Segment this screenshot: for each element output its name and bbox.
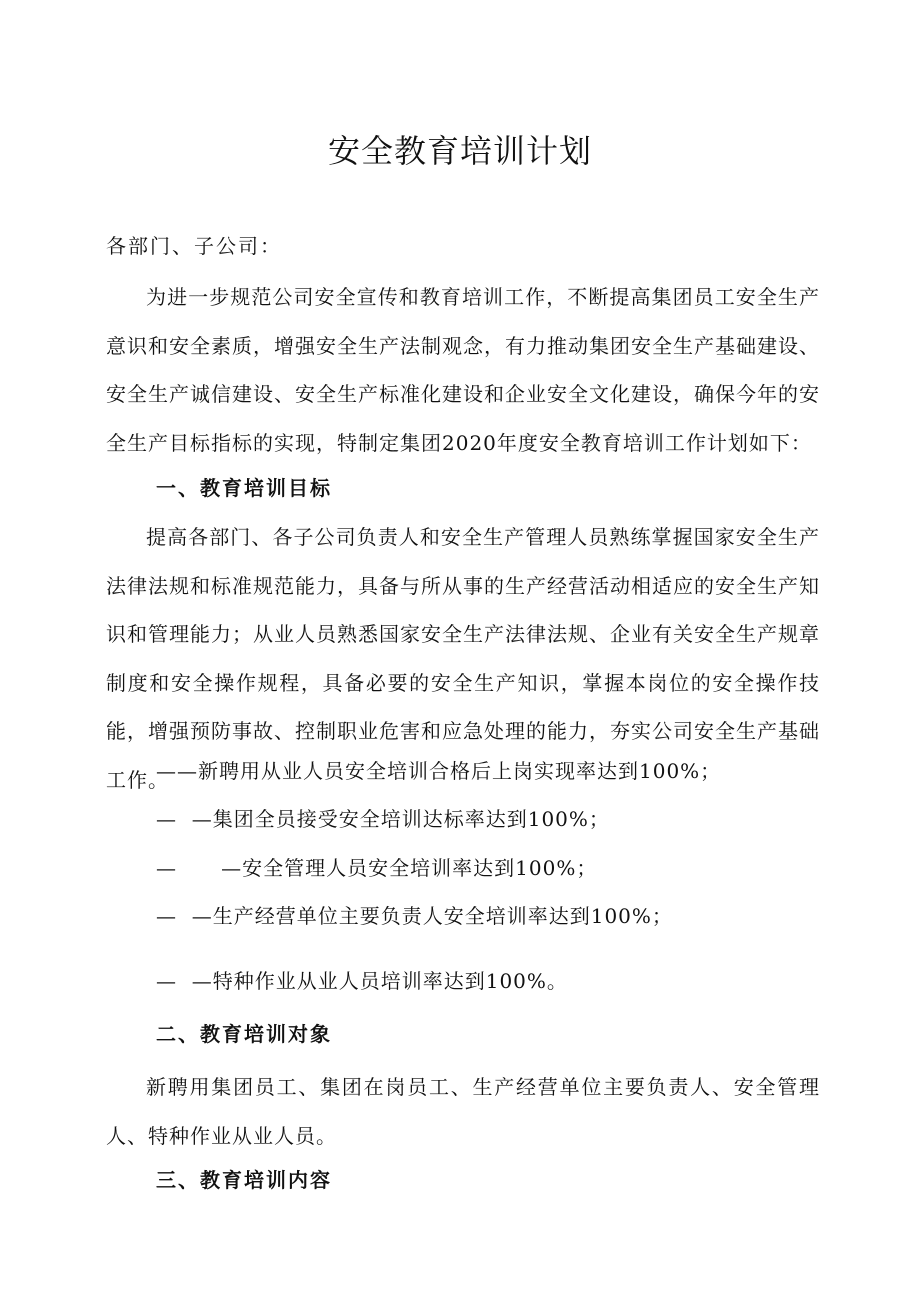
goal-item: ——新聘用从业人员安全培训合格后上岗实现率达到100%； (156, 759, 722, 783)
goals-paragraph: 提高各部门、各子公司负责人和安全生产管理人员熟练掌握国家安全生产法律法规和标准规范能力，具备与所从事的生产经营活动相适应的安全生产知识和管理能力；从业人员熟悉国家安全生产法律法规、企业有关安全生产规章制度和安全操作规程，具备必要的安全生产知识，掌握本岗位的安全操作技能，增强预防事故、控制职业危害和应急处理的能力，夯实公司安全生产基础工作。 (106, 525, 820, 792)
section-heading-targets: 二、教育培训对象 (156, 1022, 332, 1046)
goal-item: — —安全管理人员安全培训率达到100%； (156, 856, 598, 880)
section-heading-content: 三、教育培训内容 (156, 1168, 332, 1192)
intro-paragraph: 为进一步规范公司安全宣传和教育培训工作，不断提高集团员工安全生产意识和安全素质，增强安全生产法制观念，有力推动集团安全生产基础建设、安全生产诚信建设、安全生产标准化建设和企业安全文化建设，确保今年的安全生产目标指标的实现，特制定集团2020年度安全教育培训工作计划如下： (106, 285, 820, 455)
goal-item: — —生产经营单位主要负责人安全培训率达到100%； (156, 904, 673, 928)
salutation: 各部门、子公司： (106, 234, 282, 258)
goal-item: — —特种作业从业人员培训率达到100%。 (156, 969, 568, 993)
goal-item: — —集团全员接受安全培训达标率达到100%； (156, 807, 610, 831)
section-heading-goals: 一、教育培训目标 (156, 476, 332, 500)
document-title: 安全教育培训计划 (327, 132, 592, 170)
targets-paragraph: 新聘用集团员工、集团在岗员工、生产经营单位主要负责人、安全管理人、特种作业从业人员。 (106, 1075, 820, 1148)
